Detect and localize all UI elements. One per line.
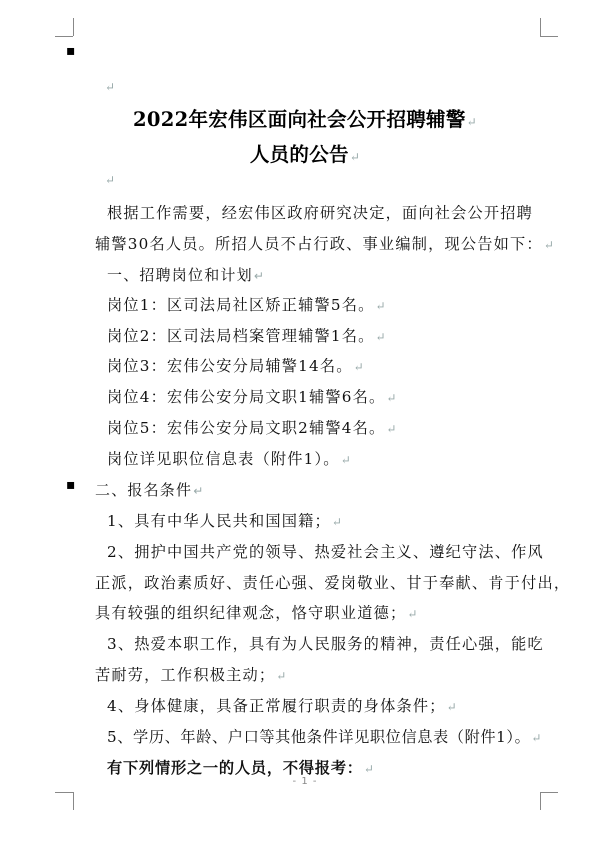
document-title-line-1: 2022年宏伟区面向社会公开招聘辅警↵	[132, 108, 478, 131]
condition-item: 3、热爱本职工作，具有为人民服务的精神，责任心强，能吃	[107, 635, 544, 653]
condition-item: 1、具有中华人民共和国国籍；↵	[107, 512, 344, 530]
page-number: - 1 -	[292, 776, 318, 787]
margin-bullet-icon: ▪	[66, 43, 76, 59]
crop-mark-top-left-h	[55, 36, 73, 37]
condition-item-continued: 具有较强的组织纪律观念，恪守职业道德；↵	[95, 604, 419, 622]
position-item: 岗位4：宏伟公安分局文职1辅警6名。↵	[107, 388, 398, 406]
positions-note: 岗位详见职位信息表（附件1）。↵	[107, 450, 352, 468]
position-item: 岗位3：宏伟公安分局辅警14名。↵	[107, 357, 365, 375]
document-title-line-2: 人员的公告↵	[249, 143, 361, 166]
condition-item: 2、拥护中国共产党的领导、热爱社会主义、遵纪守法、作风	[107, 543, 544, 561]
position-item: 岗位1：区司法局社区矫正辅警5名。↵	[107, 296, 387, 314]
section-heading-positions: 一、招聘岗位和计划↵	[107, 266, 266, 284]
crop-mark-bottom-right-v	[540, 792, 541, 810]
condition-item-continued: 苦耐劳，工作积极主动；↵	[95, 666, 288, 684]
crop-mark-top-right-v	[540, 18, 541, 36]
crop-mark-top-right-h	[540, 36, 558, 37]
intro-paragraph-line: 辅警30名人员。所招人员不占行政、事业编制，现公告如下：↵	[95, 235, 556, 253]
position-item: 岗位2：区司法局档案管理辅警1名。↵	[107, 327, 387, 345]
margin-bullet-icon: ▪	[66, 477, 76, 493]
position-item: 岗位5：宏伟公安分局文职2辅警4名。↵	[107, 419, 398, 437]
section-heading-conditions: 二、报名条件↵	[95, 481, 205, 499]
paragraph-mark: ↵	[105, 173, 116, 187]
exclusion-heading: 有下列情形之一的人员，不得报考：↵	[107, 759, 375, 777]
paragraph-mark: ↵	[105, 80, 116, 94]
condition-item: 4、身体健康，具备正常履行职责的身体条件；↵	[107, 697, 458, 715]
intro-paragraph-line: 根据工作需要，经宏伟区政府研究决定，面向社会公开招聘	[107, 204, 534, 222]
crop-mark-bottom-left-h	[55, 792, 73, 793]
condition-item-continued: 正派，政治素质好、责任心强、爱岗敬业、甘于奉献、肯于付出，	[95, 574, 571, 592]
condition-item: 5、学历、年龄、户口等其他条件详见职位信息表（附件1）。↵	[107, 728, 543, 746]
crop-mark-bottom-left-v	[73, 792, 74, 810]
crop-mark-bottom-right-h	[540, 792, 558, 793]
crop-mark-top-left-v	[73, 18, 74, 36]
